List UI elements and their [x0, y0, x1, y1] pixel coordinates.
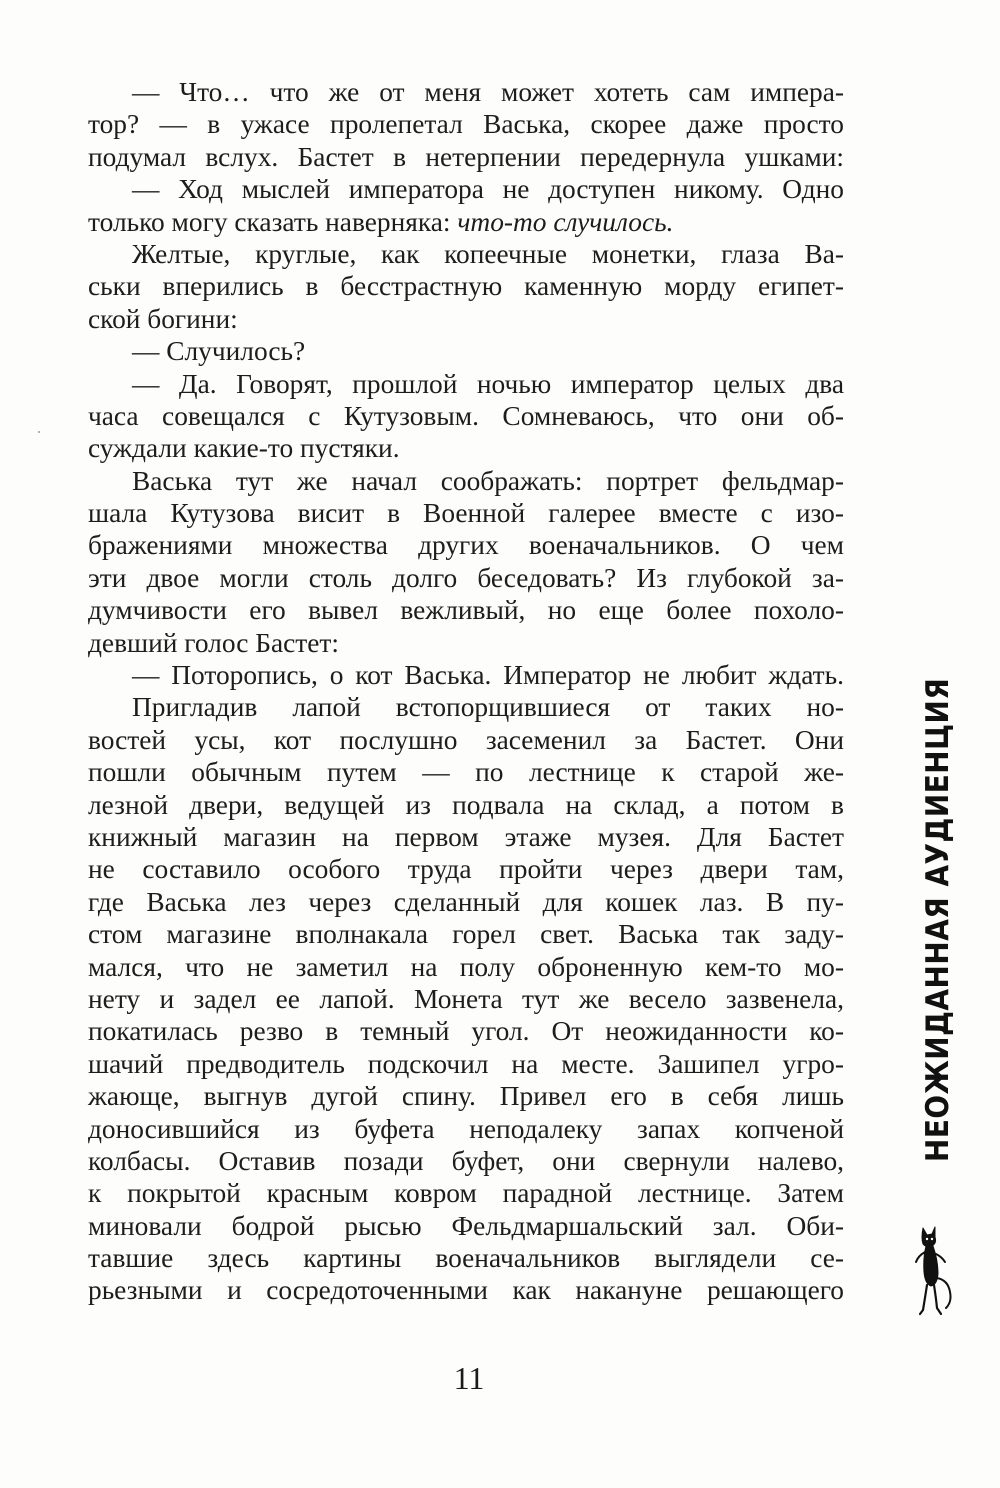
text-line: жающе, выгнув дугой спину. Привел его в себя лишь	[88, 1081, 844, 1112]
text-line: Пригладив лапой встопорщившиеся от таких но-	[132, 692, 844, 723]
text-line: не составило особого труда пройти через двери там,	[88, 854, 844, 885]
text-line: книжный магазин на первом этаже музея. Для Бастет	[88, 821, 844, 852]
text-line: нету и задел ее лапой. Монета тут же весело зазвенела,	[88, 983, 844, 1014]
text-line: суждали какие-то пустяки.	[88, 433, 400, 464]
text-line	[88, 206, 844, 238]
text-line: рьезными и сосредоточенными как накануне решающего	[88, 1275, 844, 1306]
text-line: ськи вперились в бесстрастную каменную морду египет-	[88, 271, 844, 302]
text-line: тавшие здесь картины военачальников выглядели се-	[88, 1243, 844, 1274]
text-line: доносившийся из буфета неподалеку запах копченой	[88, 1113, 844, 1144]
text-line: — Да. Говорят, прошлой ночью император целых два	[132, 368, 844, 399]
text-line: Васька тут же начал соображать: портрет фельдмар-	[132, 465, 844, 496]
text-line: лезной двери, ведущей из подвала на склад, а потом в	[88, 789, 844, 820]
text-line: — Поторопись, о кот Васька. Император не любит ждать.	[132, 660, 844, 691]
paper-speck	[38, 431, 40, 433]
text-line: эти двое могли столь долго беседовать? Из глубокой за-	[88, 562, 844, 593]
chapter-side-title: НЕОЖИДАННАЯ АУДИЕНЦИЯ	[920, 677, 956, 1162]
text-line: Желтые, круглые, как копеечные монетки, глаза Ва-	[132, 238, 844, 269]
text-line: ской богини:	[88, 303, 238, 334]
text-line: тор? — в ужасе пролепетал Васька, скорее даже просто	[88, 109, 844, 140]
text-line: востей усы, кот послушно засеменил за Бастет. Они	[88, 724, 844, 755]
text-line: — Что… что же от меня может хотеть сам импера-	[132, 77, 844, 107]
text-line: — Ход мыслей императора не доступен никому. Одно	[132, 174, 844, 205]
text-line: к покрытой красным ковром парадной лестнице. Затем	[88, 1178, 844, 1209]
text-line: мался, что не заметил на полу оброненную кем-то мо-	[88, 951, 844, 982]
text-line: подумал вслух. Бастет в нетерпении передернула ушками:	[88, 141, 844, 172]
italic-phrase: что-то случилось.	[457, 206, 674, 237]
text-line: думчивости его вывел вежливый, но еще более похоло-	[88, 595, 844, 626]
text-segment: только могу сказать наверняка:	[88, 206, 458, 237]
text-line: — Случилось?	[132, 336, 306, 367]
page-number: 11	[453, 1360, 485, 1396]
text-line: покатилась резво в темный угол. От неожиданности ко-	[88, 1016, 844, 1047]
text-line: где Васька лез через сделанный для кошек лаз. В пу-	[88, 886, 844, 917]
text-line: часа совещался с Кутузовым. Сомневаюсь, что они об-	[88, 400, 844, 431]
text-line: миновали бодрой рысью Фельдмаршальский зал. Оби-	[88, 1210, 844, 1241]
text-line: колбасы. Оставив позади буфет, они свернули налево,	[88, 1145, 844, 1176]
text-line: девший голос Бастет:	[88, 627, 339, 658]
cat-figure-icon	[910, 1222, 960, 1318]
text-line: бражениями множества других военачальников. О чем	[88, 530, 844, 561]
body-text	[88, 76, 844, 1307]
text-line: шачий предводитель подскочил на месте. Зашипел угро-	[88, 1048, 844, 1079]
text-line: стом магазине вполнакала горел свет. Васька так заду-	[88, 919, 844, 950]
text-line: шала Кутузова висит в Военной галерее вместе с изо-	[88, 498, 844, 529]
text-line: пошли обычным путем — по лестнице к старой же-	[88, 757, 844, 788]
